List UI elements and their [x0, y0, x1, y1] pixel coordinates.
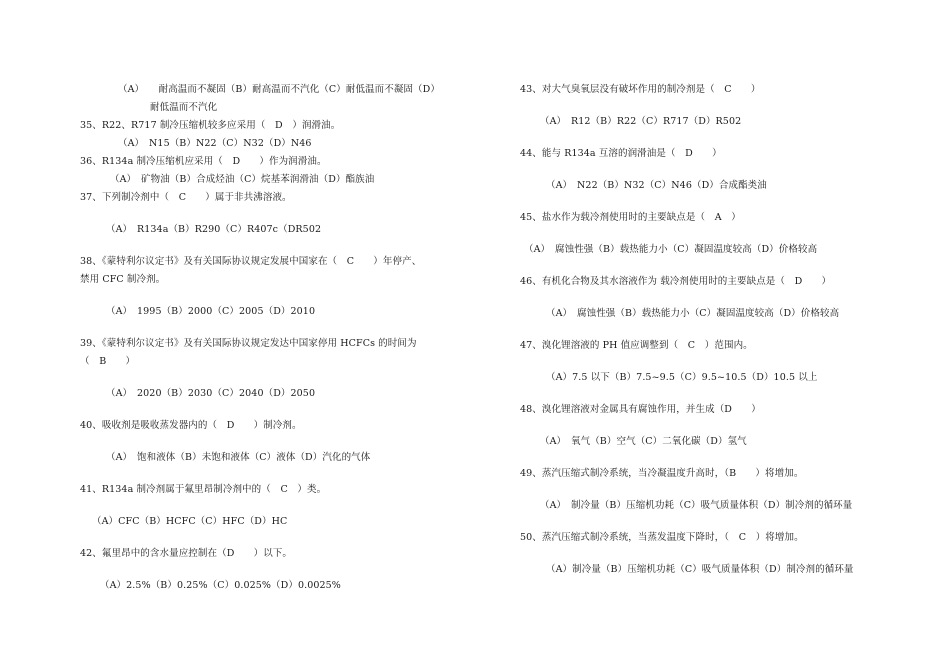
question-47: 47、溴化锂溶液的 PH 值应调整到（ C ）范围内。 — [520, 340, 753, 351]
options-36: （A） 矿物油（B）合成烃油（C）烷基苯润滑油（D）酯族油 — [110, 174, 375, 185]
question-38: 38、《蒙特利尔议定书》及有关国际协议规定发展中国家在（ C ）年停产、 — [80, 256, 422, 267]
options-47: （A）7.5 以下（B）7.5~9.5（C）9.5~10.5（D）10.5 以上 — [546, 372, 818, 383]
question-50: 50、蒸汽压缩式制冷系统，当蒸发温度下降时，（ C ）将增加。 — [520, 532, 804, 543]
options-39: （A） 2020（B）2030（C）2040（D）2050 — [106, 388, 316, 399]
question-43: 43、对大气臭氧层没有破坏作用的制冷剂是（ C ） — [520, 84, 761, 95]
question-44: 44、能与 R134a 互溶的润滑油是（ D ） — [520, 148, 722, 159]
question-40: 40、吸收剂是吸收蒸发器内的（ D ）制冷剂。 — [80, 420, 302, 431]
question-35: 35、R22、R717 制冷压缩机较多应采用（ D ）润滑油。 — [80, 120, 341, 131]
question-36: 36、R134a 制冷压缩机应采用（ D ）作为润滑油。 — [80, 156, 327, 167]
question-46: 46、有机化合物及其水溶液作为 载冷剂使用时的主要缺点是（ D ） — [520, 276, 832, 287]
option-line-q34: （A） 耐高温而不凝固（B）耐高温而不汽化（C）耐低温而不凝固（D） — [118, 84, 440, 95]
options-42: （A）2.5%（B）0.25%（C）0.025%（D）0.0025% — [100, 580, 341, 591]
options-38: （A） 1995（B）2000（C）2005（D）2010 — [106, 306, 316, 317]
options-45: （A） 腐蚀性强（B）载热能力小（C）凝固温度较高（D）价格较高 — [524, 244, 818, 255]
options-44: （A） N22（B）N32（C）N46（D）合成酯类油 — [546, 180, 767, 191]
options-35: （A） N15（B）N22（C）N32（D）N46 — [118, 138, 312, 149]
question-41: 41、R134a 制冷剂属于氟里昂制冷剂中的（ C ）类。 — [80, 484, 327, 495]
options-41: （A）CFC（B）HCFC（C）HFC（D）HC — [92, 516, 288, 527]
question-39: 39、《蒙特利尔议定书》及有关国际协议规定发达中国家停用 HCFCs 的时间为 — [80, 338, 417, 349]
options-50: （A）制冷量（B）压缩机功耗（C）吸气质量体积（D）制冷剂的循环量 — [546, 564, 854, 575]
options-49: （A） 制冷量（B）压缩机功耗（C）吸气质量体积（D）制冷剂的循环量 — [540, 500, 853, 511]
question-38-cont: 禁用 CFC 制冷剂。 — [80, 274, 166, 285]
options-46: （A） 腐蚀性强（B）载热能力小（C）凝固温度较高（D）价格较高 — [546, 308, 840, 319]
question-37: 37、下列制冷剂中（ C ）属于非共沸溶液。 — [80, 192, 292, 203]
options-37: （A） R134a（B）R290（C）R407c（DR502 — [106, 224, 322, 235]
question-45: 45、盐水作为载冷剂使用时的主要缺点是（ A ） — [520, 212, 741, 223]
option-line-q34-cont: 耐低温而不汽化 — [150, 102, 218, 113]
question-48: 48、溴化锂溶液对金属具有腐蚀作用，并生成（D ） — [520, 404, 761, 415]
options-48: （A） 氧气（B）空气（C）二氧化碳（D）氢气 — [540, 436, 747, 447]
question-49: 49、蒸汽压缩式制冷系统，当冷凝温度升高时，（B ）将增加。 — [520, 468, 804, 479]
question-39-cont: （ B ） — [80, 356, 136, 367]
question-42: 42、氟里昂中的含水量应控制在（D ）以下。 — [80, 548, 293, 559]
options-40: （A） 饱和液体（B）未饱和液体（C）液体（D）汽化的气体 — [106, 452, 371, 463]
options-43: （A） R12（B）R22（C）R717（D）R502 — [540, 116, 742, 127]
